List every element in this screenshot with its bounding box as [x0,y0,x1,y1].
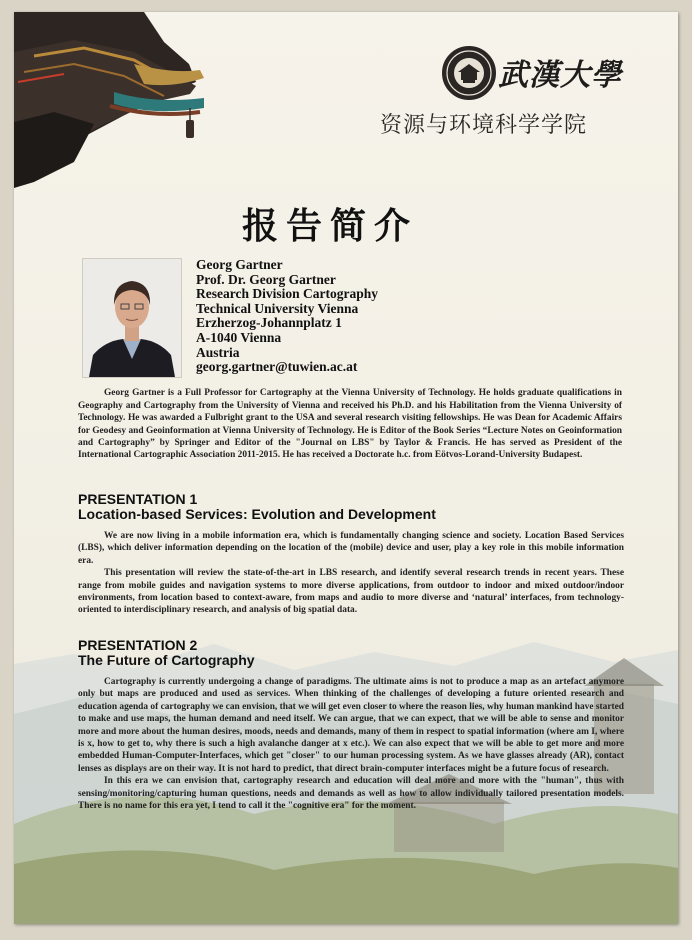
speaker-street: Erzherzog-Johannplatz 1 [196,315,342,331]
speaker-name: Georg Gartner [196,257,283,272]
speaker-contact-block [196,258,378,375]
pagoda-roof-decoration [14,12,214,192]
school-name: 资源与环境科学学院 [380,113,588,138]
presentation-2-paragraph: Cartography is currently undergoing a change of paradigms. The ultimate aims is not to produce a map as an artefact anymore only but maps are produced and used as services. When thinking of the challenges of developing a future oriented research and education agenda of cartography we can envision, that we will get even closer to where the reason lies, why human mankind have started to make and use maps, the human demand and need itself. We can argue, that we can expect, that we will be able to sense and monitor more and more about the human desires, moods, needs and demands, many of them in respect to spatial information (where am I, where is x, how to get to, why there is such a high avalanche danger at x etc.). We can also expect that we will be able to get more and more embedded Human-Computer-Interfaces, which get "closer" to our human processing system. As we have glasses already (AR), contact lenses as displays are on their way. It is not hard to predict, that direct brain-computer interfaces might be a future focus of research. [78,677,624,774]
page-title: 报告简介 [242,206,419,247]
university-seal-logo [442,46,496,100]
speaker-postcode: A-1040 Vienna [196,329,282,345]
speaker-bio: Georg Gartner is a Full Professor for Cartography at the Vienna University of Technology. He holds graduate qualifications in Geography and Cartography from the University of Vienna and received his Ph.D. and his Habilitation from the Vienna University of Technology. He was awarded a Fulbright grant to the USA and several research visiting fellowships. He was Dean for Academic Affairs for Geodesy and Geoinformation at Vienna University of Technology. He is Editor of the Book Series “Lecture Notes on Geoinformation and Cartography” by Springer and Editor of the "Journal on LBS" by Taylor & Francis. He has served as President of the International Cartographic Association 2011-2015. He has received a Doctorate h.c. from Eötvos-Lorand-University Budapest. [78,388,622,461]
speaker-photo [82,258,182,378]
presentation-1-title: Location-based Services: Evolution and Development [78,506,436,522]
presentation-2-label: PRESENTATION 2 [78,637,198,653]
presentation-1-paragraph: This presentation will review the state-of-the-art in LBS research, and identify several research trends in recent years. These range from mobile guides and navigation systems to more diverse applications, from outdoor to indoor and mixed outdoor/indoor environments, from location based to context-aware, from maps and audio to more diverse and ‘natural’ interfaces, from technology-oriented to interdisciplinary research, and analysis of big spatial data. [78,568,624,616]
speaker-email: georg.gartner@tuwien.ac.at [196,359,358,375]
speaker-country: Austria [196,344,240,360]
speaker-institution: Technical University Vienna [196,300,359,316]
presentation-1-section [78,492,624,617]
presentation-2-section [78,638,624,812]
speaker-division: Research Division Cartography [196,286,378,302]
university-name: 武漢大學 [498,58,622,93]
presentation-2-title: The Future of Cartography [78,652,255,668]
presentation-1-paragraph: We are now living in a mobile information era, which is fundamentally changing science and society. Location Based Services (LBS), which deliver information depending on the location of the (mobile) device and user, play a key role in this mobile information era. [78,531,624,566]
poster-page [14,12,678,924]
presentation-2-paragraph: In this era we can envision that, cartography research and education will deal more and more with the "human", thus with sensing/monitoring/capturing human questions, needs and demands as well as how to allow individually tailored presentation models. There is no name for this era yet, I tend to call it the "cognitive era" for the moment. [78,776,624,812]
speaker-title: Prof. Dr. Georg Gartner [196,271,336,287]
presentation-1-label: PRESENTATION 1 [78,491,198,507]
